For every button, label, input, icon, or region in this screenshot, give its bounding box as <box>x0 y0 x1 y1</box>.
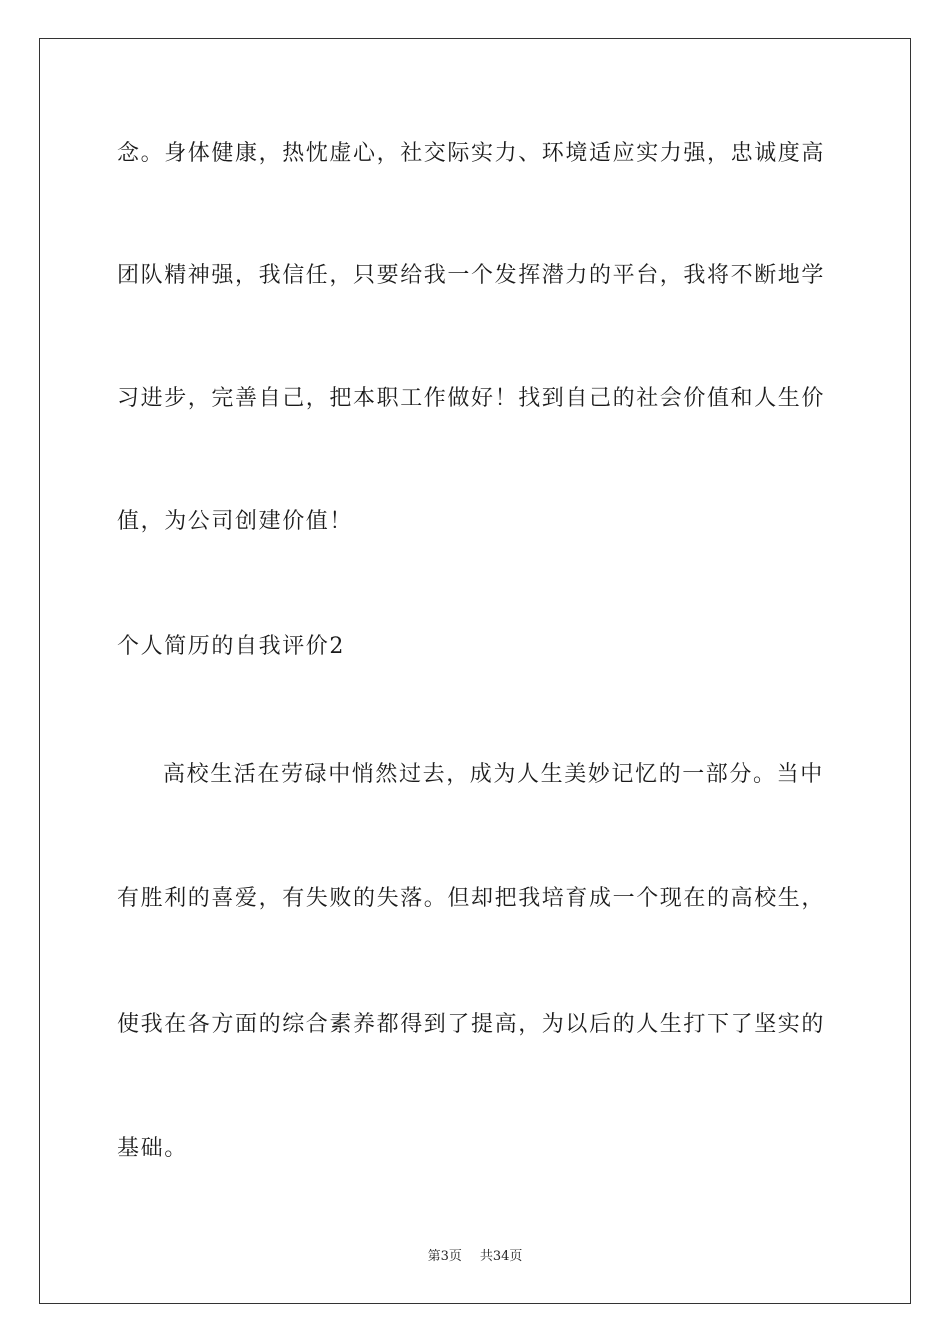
paragraph-1-line-4: 值，为公司创建价值！ <box>117 509 354 534</box>
section-heading: 个人简历的自我评价2 <box>117 634 345 659</box>
page-border <box>39 38 911 1304</box>
paragraph-2-line-2: 有胜利的喜爱，有失败的失落。但却把我培育成一个现在的高校生， <box>117 886 826 911</box>
page-footer <box>0 1248 950 1266</box>
paragraph-1-line-1: 念。身体健康，热忱虚心，社交际实力、环境适应实力强，忠诚度高 <box>117 141 826 166</box>
paragraph-2-line-4: 基础。 <box>117 1136 188 1161</box>
paragraph-1-line-2: 团队精神强，我信任，只要给我一个发挥潜力的平台，我将不断地学 <box>117 263 826 288</box>
paragraph-2-line-3: 使我在各方面的综合素养都得到了提高，为以后的人生打下了坚实的 <box>117 1012 826 1037</box>
paragraph-1-line-3: 习进步，完善自己，把本职工作做好！找到自己的社会价值和人生价 <box>117 386 826 411</box>
paragraph-2-line-1: 高校生活在劳碌中悄然过去，成为人生美妙记忆的一部分。当中 <box>163 762 824 787</box>
page-number-current: 第3页 <box>427 1249 462 1264</box>
page-number-total: 共34页 <box>479 1249 523 1264</box>
